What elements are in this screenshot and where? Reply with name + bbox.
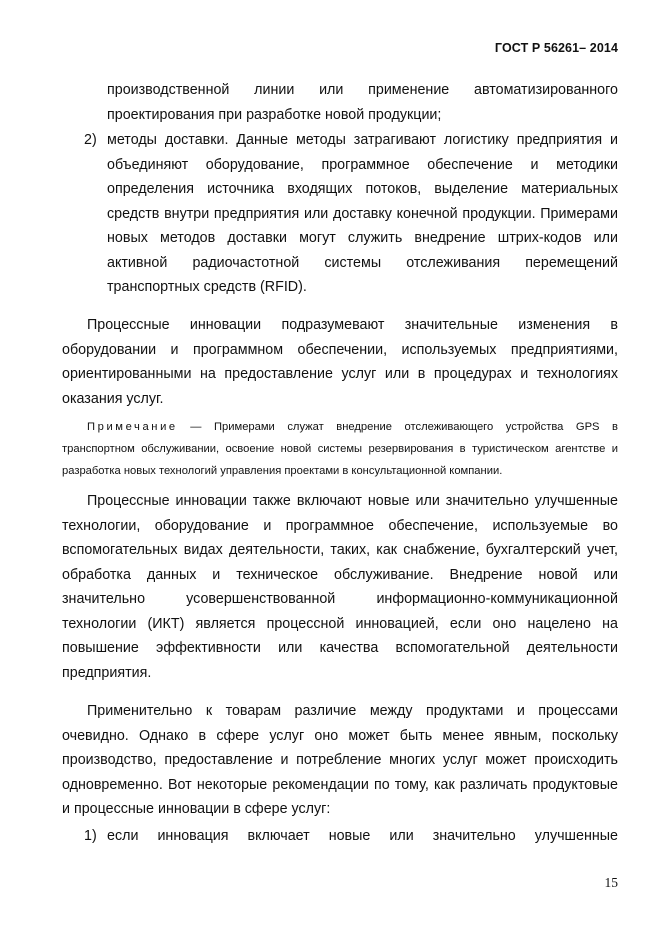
list-continuation: производственной линии или применение автоматизированного проектирования при разработке новой продукции; xyxy=(107,82,618,123)
note-text: — Примерами служат внедрение отслеживающего устройства GPS в транспортном обслуживании, освоение новой системы резервирования в туристическом агентстве и разработка новых технологий управления проектами в консультационной компании. xyxy=(62,421,618,477)
paragraph-process-innovations-auxiliary: Процессные инновации также включают новые или значительно улучшенные технологии, оборудование и программное обеспечение, используемые во вспомогательных видах деятельности, таких, как снабжение, бухгалтерский учет, обработка данных и техническое обслуживание. Внедрение новой или значительно усовершенствованной информационно-коммуникационной технологии (ИКТ) является процессной инновацией, если оно нацелено на повышение эффективности или качества вспомогательной деятельности предприятия. xyxy=(62,493,618,681)
paragraph-process-innovations: Процессные инновации подразумевают значительные изменения в оборудовании и программном обеспечении, используемых предприятиями, ориентированными на предоставление услуг или в процедурах и технологиях оказания услуг. xyxy=(62,317,618,407)
standard-header: ГОСТ Р 56261– 2014 xyxy=(494,41,618,55)
note-block xyxy=(62,416,618,482)
paragraph-services-distinction: Применительно к товарам различие между продуктами и процессами очевидно. Однако в сфере услуг оно может быть менее явным, поскольку производство, предоставление и потребление многих услуг может происходить одновременно. Вот некоторые рекомендации по тому, как различать продуктовые и процессные инновации в сфере услуг: xyxy=(62,703,618,817)
list-item-2-number: 2) xyxy=(84,132,97,148)
list-item-2-text: методы доставки. Данные методы затрагивают логистику предприятия и объединяют оборудование, программное обеспечение и методики определения источника входящих потоков, выделение материальных средств внутри предприятия или доставку конечной продукции. Примерами новых методов доставки могут служить внедрение штрих-кодов или активной радиочастотной системы отслеживания перемещений транспортных средств (RFID). xyxy=(107,132,618,295)
list-item-1-number: 1) xyxy=(84,828,97,844)
page-number: 15 xyxy=(604,875,618,890)
list-item-1-text: если инновация включает новые или значительно улучшенные xyxy=(107,828,618,844)
note-label: Примечание xyxy=(87,421,178,433)
